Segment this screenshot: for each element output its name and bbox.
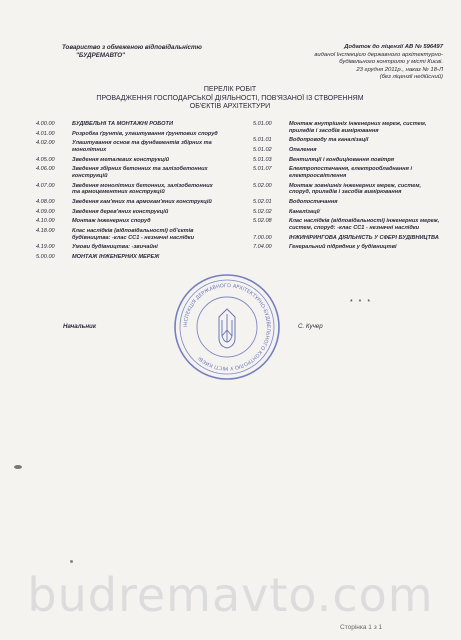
work-item [253, 137, 443, 144]
work-item [36, 209, 221, 216]
work-item [36, 218, 221, 225]
work-code: 5.02.01 [253, 198, 272, 205]
license-line-4: 23 грудня 2011р., наказ № 18-Л [356, 66, 443, 73]
work-description: Опалення [289, 146, 317, 153]
work-code: 5.01.02 [253, 146, 272, 153]
work-item [253, 166, 443, 180]
document-title [60, 86, 400, 112]
work-code: 4.08.00 [36, 198, 55, 205]
work-description: Електропостачання, електрообладнання і електроосвітлення [289, 166, 413, 179]
separator-stars: * * * [350, 299, 373, 306]
work-code: 4.02.00 [36, 140, 55, 147]
work-item [253, 218, 443, 232]
work-description: Монтаж інженерних споруд [72, 218, 151, 225]
work-item [253, 235, 443, 242]
work-description: Розробка ґрунтів, улаштування ґрунтових споруд [72, 130, 218, 137]
work-description: Монтаж внутрішніх інженерних мереж, систем, приладів і засобів вимірювання [289, 121, 427, 134]
work-code: 4.18.00 [36, 227, 55, 234]
work-code: 5.01.03 [253, 156, 272, 163]
page-counter: Сторінка 1 з 1 [340, 624, 383, 631]
work-code: 5.01.07 [253, 166, 272, 173]
work-item [36, 166, 221, 180]
work-code: 5.01.00 [253, 121, 272, 127]
work-code: 5.01.01 [253, 137, 272, 144]
work-description: Каналізації [289, 208, 320, 215]
work-description: Клас наслідків (відповідальності) об'єктів будівництва: -клас СС1 - незначні наслідки [72, 227, 195, 241]
work-description: МОНТАЖ ІНЖЕНЕРНИХ МЕРЕЖ [72, 253, 160, 260]
title-line-3: ОБ'ЄКТІВ АРХІТЕКТУРИ [189, 103, 271, 111]
work-code: 4.00.00 [36, 121, 55, 127]
work-code: 5.02.00 [253, 182, 272, 189]
work-code: 4.06.00 [36, 166, 55, 173]
org-line-1: Товариство з обмеженою відповідальністю [62, 44, 202, 51]
ink-mark [70, 560, 73, 563]
work-description: Зведення кам'яних та армокам'яних конструкцій [72, 198, 212, 205]
work-item [253, 244, 443, 251]
work-code: 4.07.00 [36, 182, 55, 189]
work-description: Генеральний підрядник у будівництві [289, 244, 397, 251]
work-code: 4.01.00 [36, 130, 55, 137]
work-item [36, 140, 221, 154]
work-description: Клас наслідків (відповідальності) інженерних мереж, систем, споруд: -клас СС1 - незначні наслідки [289, 218, 440, 231]
work-code: 4.10.00 [36, 218, 55, 225]
work-item [253, 121, 443, 135]
work-description: Умови будівництва: -звичайні [72, 244, 158, 251]
official-seal-icon [172, 272, 282, 382]
ink-mark [14, 465, 22, 469]
work-code: 5.00.00 [36, 253, 55, 260]
work-description: ІНЖИНІРИНГОВА ДІЯЛЬНІСТЬ У СФЕРІ БУДІВНИЦТВА [289, 234, 439, 241]
work-description: Зведення збірних бетонних та залізобетонних конструкцій [72, 166, 208, 179]
work-description: Зведення дерев'яних конструкцій [72, 208, 169, 215]
work-item [36, 199, 221, 206]
signature-name: С. Кучер [298, 323, 323, 330]
signature-position: Начальник [63, 323, 96, 330]
work-item [36, 228, 221, 242]
work-description: Зведення монолітних бетонних, залізобетонних та армоцементних конструкцій [72, 182, 213, 196]
work-item [36, 254, 221, 261]
work-code: 4.05.00 [36, 156, 55, 163]
work-item [253, 157, 443, 164]
work-description: Вентиляції і кондиціювання повітря [289, 156, 395, 163]
svg-text:ІНСПЕКЦІЯ ДЕРЖАВНОГО АРХІТЕКТУ: ІНСПЕКЦІЯ ДЕРЖАВНОГО АРХІТЕКТУРНО-БУДІВЕЛЬНОГО КОНТРОЛЮ У МІСТІ КИЄВІ [182, 282, 272, 372]
work-code: 5.02.08 [253, 218, 272, 225]
work-code: 4.09.00 [36, 208, 55, 215]
org-line-2: "БУДРЕМАВТО" [76, 52, 125, 59]
work-item [36, 131, 221, 138]
work-item [253, 147, 443, 154]
title-line-1: ПЕРЕЛІК РОБІТ [203, 86, 257, 93]
left-work-list [36, 121, 221, 263]
title-line-2: ПРОВАДЖЕННЯ ГОСПОДАРСЬКОЇ ДІЯЛЬНОСТІ, ПОВ'ЯЗАНОЇ ІЗ СТВОРЕННЯМ [96, 94, 364, 102]
right-work-list [253, 121, 443, 254]
work-item [36, 157, 221, 164]
work-code: 4.19.00 [36, 244, 55, 251]
work-item [253, 209, 443, 216]
work-item [36, 183, 221, 197]
work-item [36, 121, 221, 128]
work-item [36, 244, 221, 251]
work-description: Водопостачання [289, 198, 338, 205]
license-line-2: виданої Інспекцією державного архітектурно- [314, 51, 443, 58]
work-description: Водопроводу та каналізації [289, 137, 369, 144]
organization-name [62, 44, 252, 60]
work-description: Улаштування основ та фундаментів збірних та монолітних [72, 140, 212, 153]
work-code: 7.04.00 [253, 244, 272, 251]
work-item [253, 199, 443, 206]
watermark-text: budremavto.com [27, 568, 434, 622]
work-code: 5.02.02 [253, 208, 272, 215]
work-description: БУДІВЕЛЬНІ ТА МОНТАЖНІ РОБОТИ [72, 121, 173, 127]
license-line-5: (без ліцензії недійсний) [379, 74, 443, 81]
license-reference [253, 44, 443, 82]
work-item [253, 183, 443, 197]
work-description: Зведення металевих конструкцій [72, 156, 170, 163]
license-line-3: будівельного контролю у місті Києві. [339, 59, 443, 66]
license-title: Додаток до ліцензії АВ № 596497 [344, 44, 443, 50]
work-code: 7.00.00 [253, 234, 272, 241]
work-description: Монтаж зовнішніх інженерних мереж, систем, споруд, приладів і засобів вимірювання [289, 182, 422, 196]
